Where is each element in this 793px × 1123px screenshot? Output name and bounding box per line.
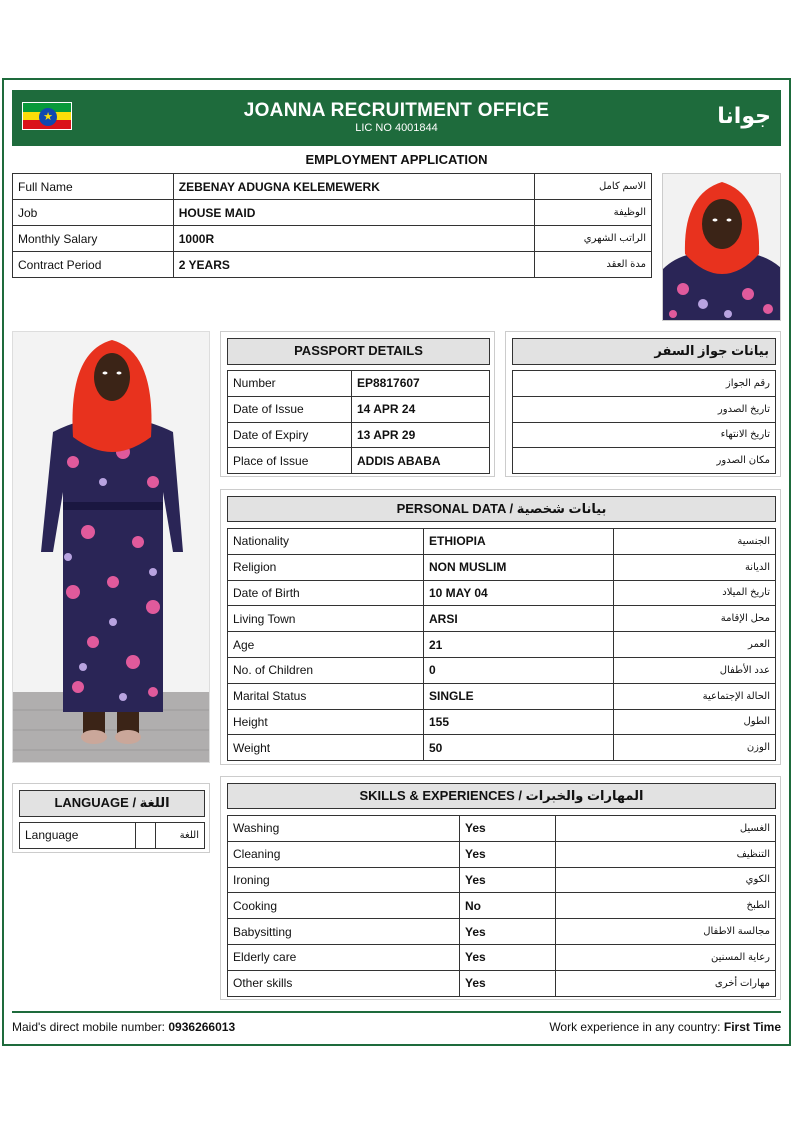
table-row bbox=[13, 226, 652, 252]
row-label-arabic: الراتب الشهري bbox=[535, 226, 652, 252]
row-label-arabic: الحالة الإجتماعية bbox=[614, 683, 776, 709]
row-value: 13 APR 29 bbox=[352, 422, 490, 448]
row-value: SINGLE bbox=[424, 683, 614, 709]
passport-title-arabic: بيانات جواز السفر bbox=[512, 338, 776, 365]
table-row bbox=[13, 200, 652, 226]
row-label: Religion bbox=[228, 554, 424, 580]
row-label: Job bbox=[13, 200, 174, 226]
row-label-arabic: الغسيل bbox=[556, 816, 776, 842]
row-label: Age bbox=[228, 632, 424, 658]
experience-value: First Time bbox=[723, 1020, 781, 1034]
table-row bbox=[228, 371, 490, 397]
row-value: 50 bbox=[424, 735, 614, 761]
row-label-arabic: مجالسة الاطفال bbox=[556, 919, 776, 945]
row-label-arabic: الديانة bbox=[614, 554, 776, 580]
row-label: Date of Birth bbox=[228, 580, 424, 606]
row-value: NON MUSLIM bbox=[424, 554, 614, 580]
row-value: HOUSE MAID bbox=[173, 200, 534, 226]
row-label-arabic: الوزن bbox=[614, 735, 776, 761]
row-value: Yes bbox=[460, 919, 556, 945]
row-label-arabic: رعاية المسنين bbox=[556, 944, 776, 970]
row-label: Living Town bbox=[228, 606, 424, 632]
row-label-arabic: الكوي bbox=[556, 867, 776, 893]
office-name: JOANNA RECRUITMENT OFFICE bbox=[243, 100, 550, 121]
row-label: Ironing bbox=[228, 867, 460, 893]
applicant-summary-table bbox=[12, 173, 652, 278]
personal-data-table bbox=[227, 528, 776, 761]
application-title: EMPLOYMENT APPLICATION bbox=[305, 152, 488, 167]
row-label: Full Name bbox=[13, 174, 174, 200]
row-label: Nationality bbox=[228, 529, 424, 555]
row-label-arabic: رقم الجواز bbox=[513, 371, 776, 397]
table-row bbox=[228, 657, 776, 683]
skills-title: SKILLS & EXPERIENCES / المهارات والخبرات bbox=[227, 783, 776, 809]
row-label-arabic: محل الإقامة bbox=[614, 606, 776, 632]
table-row bbox=[228, 396, 490, 422]
row-label: Cooking bbox=[228, 893, 460, 919]
row-label-arabic: اللغة bbox=[156, 823, 205, 849]
row-label: Babysitting bbox=[228, 919, 460, 945]
row-label-arabic: مكان الصدور bbox=[513, 448, 776, 474]
license-number: LIC NO 4001844 bbox=[355, 122, 438, 134]
row-label: Place of Issue bbox=[228, 448, 352, 474]
row-value: ZEBENAY ADUGNA KELEMEWERK bbox=[173, 174, 534, 200]
row-value: Yes bbox=[460, 970, 556, 996]
table-row bbox=[228, 816, 776, 842]
row-value: ADDIS ABABA bbox=[352, 448, 490, 474]
row-label: Monthly Salary bbox=[13, 226, 174, 252]
table-row bbox=[228, 735, 776, 761]
table-row bbox=[13, 252, 652, 278]
row-value: Yes bbox=[460, 944, 556, 970]
row-label: Date of Expiry bbox=[228, 422, 352, 448]
row-label-arabic: مدة العقد bbox=[535, 252, 652, 278]
table-row bbox=[228, 422, 490, 448]
table-row bbox=[513, 396, 776, 422]
row-label-arabic: الاسم كامل bbox=[535, 174, 652, 200]
experience-label: Work experience in any country: bbox=[549, 1020, 721, 1034]
table-row bbox=[228, 944, 776, 970]
row-value: EP8817607 bbox=[352, 371, 490, 397]
mobile-label: Maid's direct mobile number: bbox=[12, 1020, 166, 1034]
row-label-arabic: مهارات أخرى bbox=[556, 970, 776, 996]
row-label: Number bbox=[228, 371, 352, 397]
row-label-arabic: الجنسية bbox=[614, 529, 776, 555]
table-row bbox=[228, 683, 776, 709]
full-body-photo bbox=[12, 331, 210, 763]
table-row bbox=[228, 893, 776, 919]
skills-panel bbox=[220, 776, 781, 1000]
passport-title: PASSPORT DETAILS bbox=[227, 338, 490, 365]
footer-divider bbox=[12, 1011, 781, 1013]
office-header bbox=[12, 90, 781, 146]
table-row bbox=[13, 174, 652, 200]
row-label: Weight bbox=[228, 735, 424, 761]
row-label-arabic: الطول bbox=[614, 709, 776, 735]
row-value: 155 bbox=[424, 709, 614, 735]
table-row bbox=[228, 867, 776, 893]
row-label: Date of Issue bbox=[228, 396, 352, 422]
office-name-arabic: جوانا bbox=[717, 103, 771, 128]
row-label: No. of Children bbox=[228, 657, 424, 683]
work-experience-line bbox=[549, 1020, 781, 1034]
table-row bbox=[513, 422, 776, 448]
mobile-number: 0936266013 bbox=[168, 1020, 236, 1034]
passport-arabic-table bbox=[512, 370, 776, 474]
row-label-arabic: عدد الأطفال bbox=[614, 657, 776, 683]
row-value: 10 MAY 04 bbox=[424, 580, 614, 606]
row-value: ETHIOPIA bbox=[424, 529, 614, 555]
table-row bbox=[228, 554, 776, 580]
row-label: Cleaning bbox=[228, 841, 460, 867]
table-row bbox=[228, 448, 490, 474]
passport-table bbox=[227, 370, 490, 474]
row-value: No bbox=[460, 893, 556, 919]
personal-data-panel bbox=[220, 489, 781, 765]
row-value: Yes bbox=[460, 816, 556, 842]
table-row bbox=[228, 632, 776, 658]
table-row bbox=[228, 606, 776, 632]
row-value: ARSI bbox=[424, 606, 614, 632]
row-value: 14 APR 24 bbox=[352, 396, 490, 422]
row-label: Language bbox=[20, 823, 136, 849]
row-label: Height bbox=[228, 709, 424, 735]
table-row bbox=[228, 841, 776, 867]
row-label-arabic: الوظيفة bbox=[535, 200, 652, 226]
language-table bbox=[19, 822, 205, 849]
table-row bbox=[228, 919, 776, 945]
row-label: Other skills bbox=[228, 970, 460, 996]
table-row bbox=[513, 448, 776, 474]
mobile-number-line bbox=[12, 1020, 235, 1034]
row-label: Washing bbox=[228, 816, 460, 842]
row-label-arabic: تاريخ الانتهاء bbox=[513, 422, 776, 448]
row-label-arabic: التنظيف bbox=[556, 841, 776, 867]
row-value: 2 YEARS bbox=[173, 252, 534, 278]
passport-panel bbox=[220, 331, 495, 477]
ethiopia-flag-icon: ★ bbox=[22, 102, 72, 130]
passport-arabic-panel bbox=[505, 331, 781, 477]
table-row bbox=[228, 970, 776, 996]
row-value: Yes bbox=[460, 867, 556, 893]
row-label-arabic: الطبخ bbox=[556, 893, 776, 919]
row-value: Yes bbox=[460, 841, 556, 867]
table-row bbox=[228, 580, 776, 606]
row-value: 21 bbox=[424, 632, 614, 658]
row-label-arabic: العمر bbox=[614, 632, 776, 658]
language-title: LANGUAGE / اللغة bbox=[19, 790, 205, 817]
row-label: Elderly care bbox=[228, 944, 460, 970]
language-panel bbox=[12, 783, 210, 853]
row-label: Marital Status bbox=[228, 683, 424, 709]
table-row bbox=[228, 529, 776, 555]
row-label-arabic: تاريخ الميلاد bbox=[614, 580, 776, 606]
row-value: 0 bbox=[424, 657, 614, 683]
row-value: 1000R bbox=[173, 226, 534, 252]
row-label-arabic: تاريخ الصدور bbox=[513, 396, 776, 422]
row-value bbox=[136, 823, 156, 849]
table-row bbox=[513, 371, 776, 397]
skills-table bbox=[227, 815, 776, 997]
portrait-photo bbox=[662, 173, 781, 321]
table-row bbox=[228, 709, 776, 735]
personal-data-title: PERSONAL DATA / بيانات شخصية bbox=[227, 496, 776, 522]
row-label: Contract Period bbox=[13, 252, 174, 278]
table-row bbox=[20, 823, 205, 849]
